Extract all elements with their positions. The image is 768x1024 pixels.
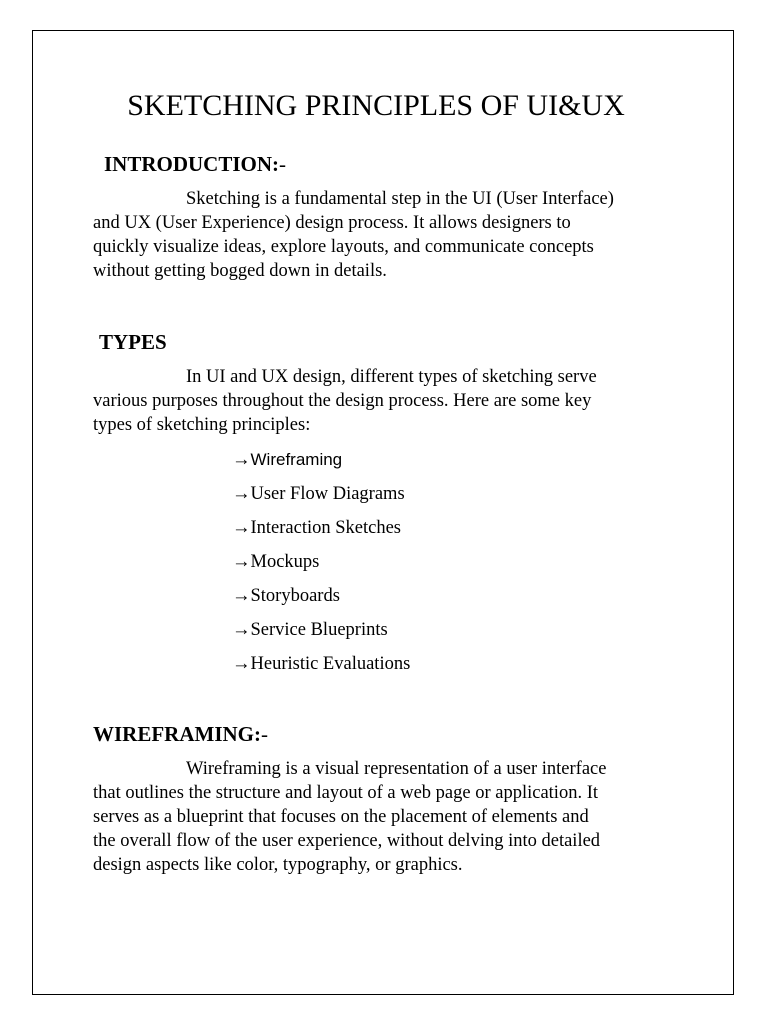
arrow-right-icon: → (232, 518, 251, 538)
paragraph-line: without getting bogged down in details. (93, 261, 387, 281)
page-title: SKETCHING PRINCIPLES OF UI&UX (127, 89, 625, 122)
types-list-item (232, 618, 388, 642)
types-list-item-label: User Flow Diagrams (250, 484, 405, 504)
paragraph-line: design aspects like color, typography, or graphics. (93, 855, 463, 875)
arrow-right-icon: → (232, 654, 251, 674)
paragraph-line: quickly visualize ideas, explore layouts, and communicate concepts (93, 237, 594, 257)
paragraph-line: various purposes throughout the design process. Here are some key (93, 391, 592, 411)
introduction-heading-suffix: - (279, 152, 287, 176)
paragraph-line: In UI and UX design, different types of sketching serve (186, 367, 597, 387)
types-list-item (232, 584, 340, 608)
introduction-heading (104, 151, 286, 177)
types-list-item-label: Service Blueprints (250, 620, 388, 640)
introduction-heading-text: INTRODUCTION: (104, 152, 280, 176)
types-list-item (232, 516, 401, 540)
types-list-item (232, 652, 410, 676)
arrow-right-icon: → (232, 620, 251, 640)
wireframing-heading (93, 721, 268, 747)
types-list-item-label: Storyboards (250, 586, 340, 606)
types-list-item-label: Mockups (250, 552, 320, 572)
types-list-item (232, 448, 342, 472)
paragraph-line: types of sketching principles: (93, 415, 311, 435)
wireframing-paragraph (93, 757, 606, 877)
arrow-right-icon: → (232, 484, 251, 504)
types-list-item (232, 550, 319, 574)
types-list-item (232, 482, 405, 506)
wireframing-heading-text: WIREFRAMING: (93, 722, 261, 746)
wireframing-heading-suffix: - (261, 722, 268, 746)
paragraph-line: serves as a blueprint that focuses on the placement of elements and (93, 807, 589, 827)
arrow-right-icon: → (232, 552, 251, 572)
types-list-item-label: Interaction Sketches (250, 518, 402, 538)
paragraph-line: Wireframing is a visual representation of a user interface (186, 759, 607, 779)
types-heading-text: TYPES (99, 330, 167, 354)
arrow-right-icon: → (232, 450, 251, 470)
introduction-paragraph (93, 187, 614, 283)
paragraph-line: the overall flow of the user experience, without delving into detailed (93, 831, 601, 851)
types-heading (99, 329, 167, 355)
types-list-item-label: Wireframing (250, 450, 343, 469)
types-list-item-label: Heuristic Evaluations (250, 654, 411, 674)
types-paragraph (93, 365, 597, 437)
arrow-right-icon: → (232, 586, 251, 606)
paragraph-line: and UX (User Experience) design process. It allows designers to (93, 213, 571, 233)
paragraph-line: Sketching is a fundamental step in the UI (User Interface) (186, 189, 614, 209)
paragraph-line: that outlines the structure and layout of a web page or application. It (93, 783, 598, 803)
